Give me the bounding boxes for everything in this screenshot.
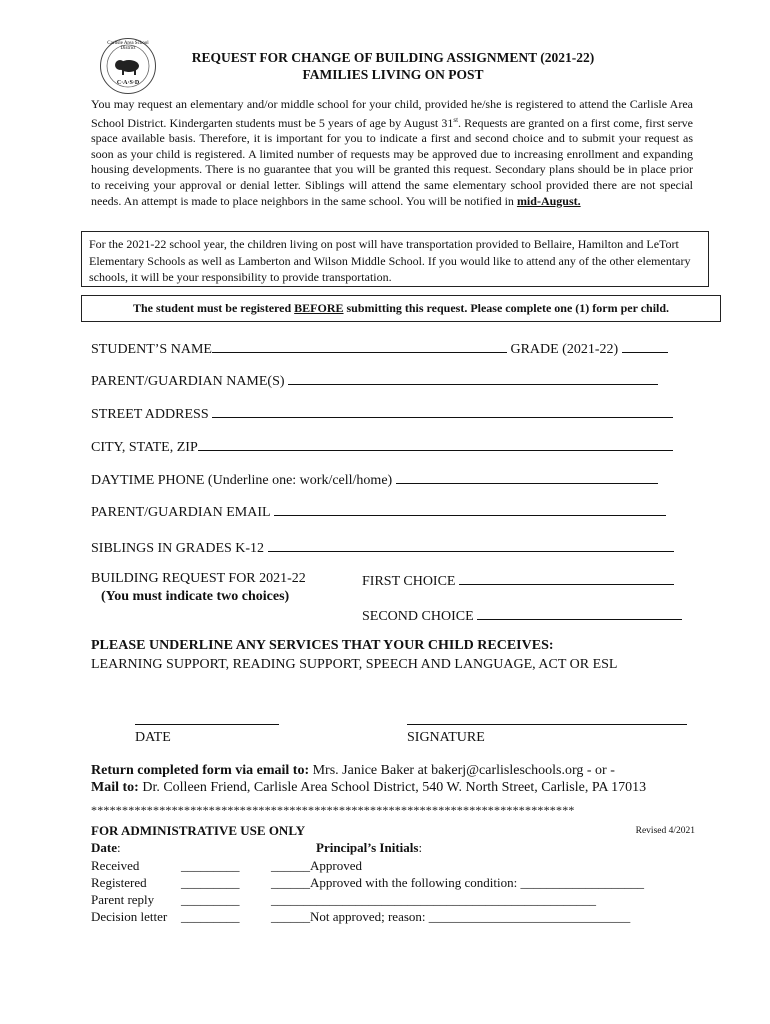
phone-row	[91, 470, 658, 489]
register-notice: The student must be registered BEFORE submitting this request. Please complete one (1) form per child.	[81, 295, 721, 322]
street-row	[91, 404, 673, 423]
not-approved-option[interactable]: ______Not approved; reason: _______________________________	[271, 909, 631, 924]
admin-row-received: Received	[91, 858, 140, 873]
grade-input[interactable]	[622, 339, 668, 353]
transport-notice: For the 2021-22 school year, the children living on post will have transportation provided to Bellaire, Hamilton and LeTort Elementary Schools as well as Lamberton and Wilson Middle School. If you would like to attend any of the other elementary schools, it will be your responsibility to provide transportation.	[81, 231, 709, 287]
intro-paragraph: You may request an elementary and/or middle school for your child, provided he/she is registered to attend the Carlisle Area School District. Kindergarten students must be 5 years of age by August 31st. Requests are granted on a first come, first serve space available basis. Therefore, it is important for you to indicate a first and second choice and to submit your request as soon as your child is registered. A limited number of requests may be approved due to increasing enrollment and expanding housing developments. There is no guarantee that you will be granted this request. Secondary plans should be in place prior to receiving your approval or denial letter. Siblings will attend the same elementary school provided there are not special needs. An attempt is made to place neighbors in the same school. You will be notified in mid-August.	[91, 97, 693, 208]
phone-input[interactable]	[396, 470, 658, 484]
form-title: REQUEST FOR CHANGE OF BUILDING ASSIGNMENT (2021-22)	[191, 50, 595, 65]
parent-reply-blank[interactable]: _________	[181, 892, 240, 907]
registered-blank[interactable]: _________	[181, 875, 240, 890]
building-request-label: BUILDING REQUEST FOR 2021-22	[91, 571, 306, 586]
principal-initials-label: Principal’s Initials:	[316, 840, 423, 855]
city-input[interactable]	[198, 437, 673, 451]
student-name-label: STUDENT’S NAME	[91, 342, 212, 357]
admin-date-label: Date:	[91, 840, 121, 855]
admin-row-registered: Registered	[91, 875, 147, 890]
second-choice-label: SECOND CHOICE	[362, 609, 474, 624]
siblings-row	[91, 538, 674, 557]
admin-row-parent-reply: Parent reply	[91, 892, 155, 907]
siblings-input[interactable]	[268, 538, 674, 552]
parent-names-label: PARENT/GUARDIAN NAME(S)	[91, 374, 285, 389]
date-line[interactable]	[135, 724, 279, 725]
revised-date: Revised 4/2021	[635, 826, 695, 836]
email-label: PARENT/GUARDIAN EMAIL	[91, 505, 271, 520]
approved-option[interactable]: ______Approved	[271, 858, 362, 873]
street-input[interactable]	[212, 404, 673, 418]
first-choice-row	[362, 571, 674, 590]
form-subtitle: FAMILIES LIVING ON POST	[302, 67, 484, 82]
logo-text: Carlisle Area School District	[107, 41, 149, 51]
phone-label: DAYTIME PHONE (Underline one: work/cell/home)	[91, 473, 393, 488]
signature-line[interactable]	[407, 724, 687, 725]
grade-label: GRADE (2021-22)	[510, 342, 619, 357]
two-choices-note: (You must indicate two choices)	[101, 589, 290, 604]
notify-date: mid-August.	[516, 193, 581, 208]
return-email-line: Return completed form via email to: Mrs. Janice Baker at bakerj@carlisleschools.org - or -	[91, 763, 615, 778]
approved-condition-option[interactable]: ______Approved with the following condition: ___________________	[271, 875, 645, 890]
second-choice-row	[362, 606, 682, 625]
services-list: LEARNING SUPPORT, READING SUPPORT, SPEECH AND LANGUAGE, ACT OR ESL	[91, 657, 618, 672]
admin-heading: FOR ADMINISTRATIVE USE ONLY	[91, 823, 306, 838]
second-choice-input[interactable]	[477, 606, 682, 620]
logo-initials: C·A·S·D	[116, 80, 140, 86]
city-row	[91, 437, 673, 456]
city-label: CITY, STATE, ZIP	[91, 440, 198, 455]
siblings-label: SIBLINGS IN GRADES K-12	[91, 541, 265, 556]
student-name-row	[91, 339, 668, 358]
street-label: STREET ADDRESS	[91, 407, 209, 422]
parent-names-row	[91, 371, 658, 390]
condition-line[interactable]: __________________________________________________	[271, 892, 596, 907]
separator: ******************************************************************************	[91, 803, 575, 817]
signature-label: SIGNATURE	[407, 730, 485, 745]
date-label: DATE	[135, 730, 171, 745]
return-mail-line: Mail to: Dr. Colleen Friend, Carlisle Area School District, 540 W. North Street, Carlisle, PA 17013	[91, 780, 647, 795]
decision-letter-blank[interactable]: _________	[181, 909, 240, 924]
email-input[interactable]	[274, 502, 666, 516]
first-choice-input[interactable]	[459, 571, 674, 585]
student-name-input[interactable]	[212, 339, 507, 353]
parent-names-input[interactable]	[288, 371, 658, 385]
email-row	[91, 502, 666, 521]
services-heading: PLEASE UNDERLINE ANY SERVICES THAT YOUR CHILD RECEIVES:	[91, 638, 554, 653]
admin-row-decision-letter: Decision letter	[91, 909, 168, 924]
received-blank[interactable]: _________	[181, 858, 240, 873]
district-logo	[100, 38, 156, 94]
first-choice-label: FIRST CHOICE	[362, 574, 456, 589]
